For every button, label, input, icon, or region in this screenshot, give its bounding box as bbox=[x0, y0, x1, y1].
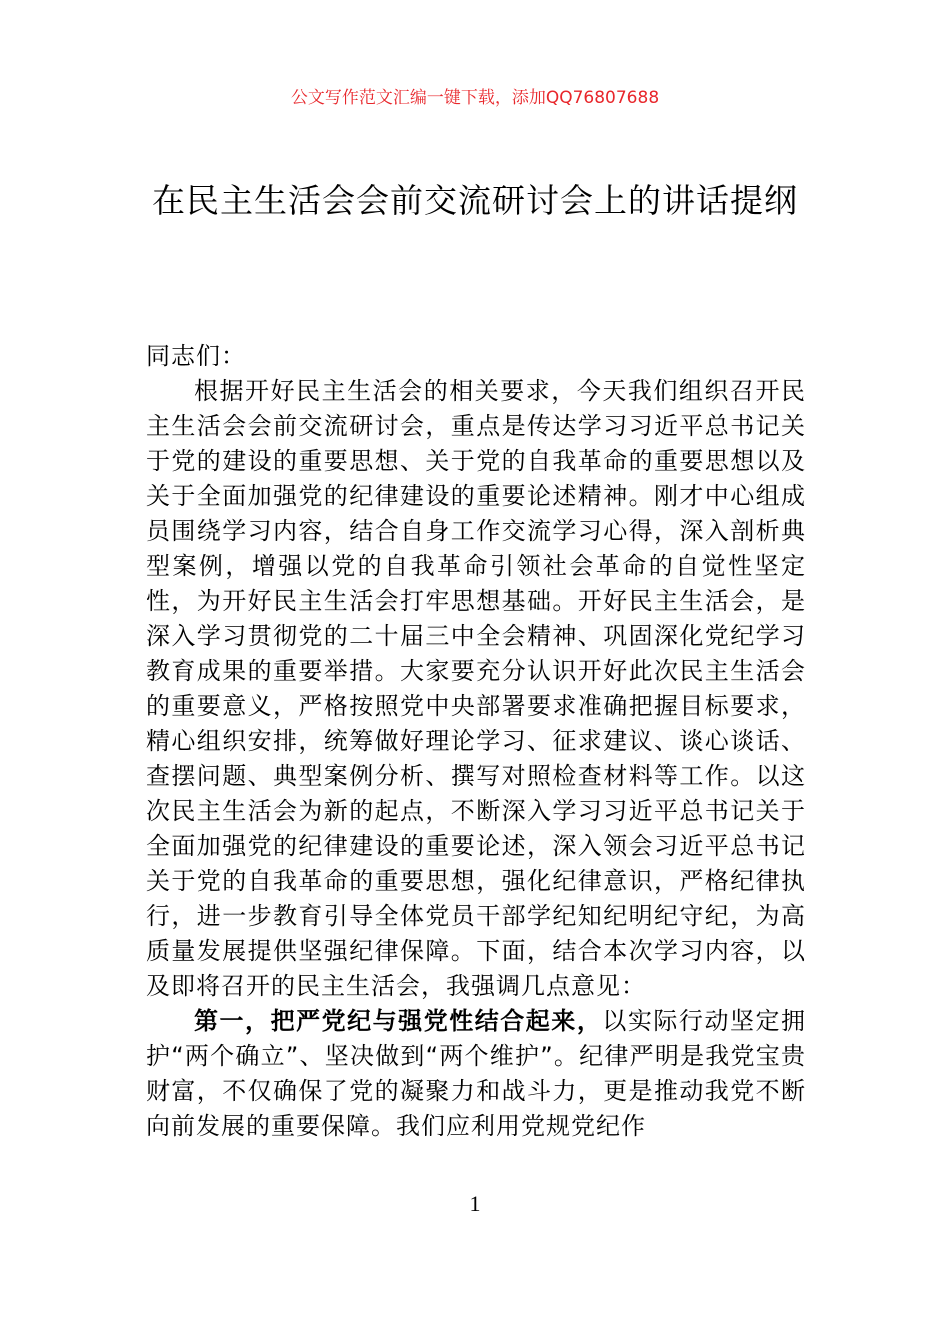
page-number: 1 bbox=[469, 1191, 481, 1216]
paragraph-first-point bbox=[146, 1004, 806, 1144]
first-point-text: 以实际行动坚定拥护“两个确立”、坚决做到“两个维护”。纪律严明是我党宝贵财富，不仅确保了党的凝聚力和战斗力，更是推动我党不断向前发展的重要保障。我们应利用党规党纪作 bbox=[146, 1007, 807, 1140]
document-title: 在民主生活会会前交流研讨会上的讲话提纲 bbox=[152, 181, 798, 220]
download-banner: 公文写作范文汇编一键下载，添加QQ76807688 bbox=[290, 88, 660, 108]
salutation: 同志们： bbox=[146, 342, 246, 370]
document-body bbox=[146, 339, 806, 1144]
first-point-heading: 第一，把严党纪与强党性结合起来， bbox=[194, 1007, 603, 1035]
paragraph-intro: 根据开好民主生活会的相关要求，今天我们组织召开民主生活会会前交流研讨会，重点是传达学习习近平总书记关于党的建设的重要思想、关于党的自我革命的重要思想以及关于全面加强党的纪律建设的重要论述精神。刚才中心组成员围绕学习内容，结合自身工作交流学习心得，深入剖析典型案例，增强以党的自我革命引领社会革命的自觉性坚定性，为开好民主生活会打牢思想基础。开好民主生活会，是深入学习贯彻党的二十届三中全会精神、巩固深化党纪学习教育成果的重要举措。大家要充分认识开好此次民主生活会的重要意义，严格按照党中央部署要求准确把握目标要求，精心组织安排，统筹做好理论学习、征求建议、谈心谈话、查摆问题、典型案例分析、撰写对照检查材料等工作。以这次民主生活会为新的起点，不断深入学习习近平总书记关于全面加强党的纪律建设的重要论述，深入领会习近平总书记关于党的自我革命的重要思想，强化纪律意识，严格纪律执行，进一步教育引导全体党员干部学纪知纪明纪守纪，为高质量发展提供坚强纪律保障。下面，结合本次学习内容，以及即将召开的民主生活会，我强调几点意见： bbox=[146, 377, 806, 1000]
